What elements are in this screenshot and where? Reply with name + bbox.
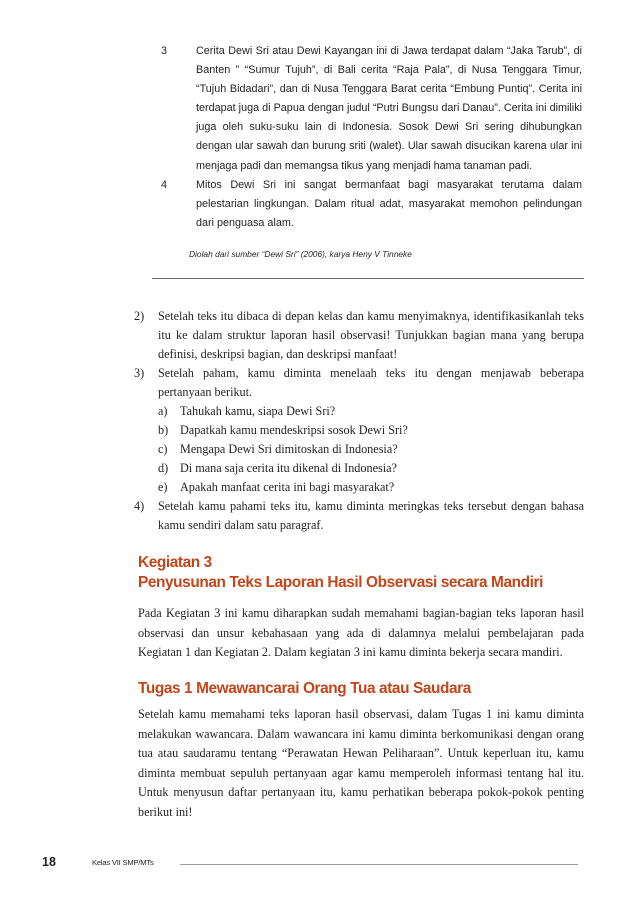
observation-item-number: 4 <box>161 178 168 191</box>
instruction-number: 3) <box>134 366 145 380</box>
instruction-list <box>134 307 584 535</box>
instruction-text: Setelah paham, kamu diminta menelaah teks itu dengan menjawab beberapa pertanyaan berikut. <box>158 366 584 399</box>
observation-text-block <box>152 42 582 264</box>
instruction-number: 2) <box>134 309 145 323</box>
question-number: e) <box>158 480 168 494</box>
question-list <box>158 402 584 497</box>
question-item <box>158 440 584 459</box>
question-text: Apakah manfaat cerita ini bagi masyarakat? <box>180 480 395 494</box>
section-heading <box>138 553 543 593</box>
question-number: b) <box>158 423 169 437</box>
tugas-heading: Tugas 1 Mewawancarai Orang Tua atau Saudara <box>138 680 471 697</box>
question-item <box>158 459 584 478</box>
instruction-item <box>134 364 584 402</box>
question-item <box>158 421 584 440</box>
observation-item-text: Mitos Dewi Sri ini sangat bermanfaat bagi masyarakat terutama dalam pelestarian lingkungan. Dalam ritual adat, masyarakat memohon pelindungan dari penguasa alam. <box>196 178 582 229</box>
question-number: a) <box>158 404 168 418</box>
question-item <box>158 478 584 497</box>
question-text: Di mana saja cerita itu dikenal di Indonesia? <box>180 461 397 475</box>
instruction-item <box>134 307 584 364</box>
question-text: Mengapa Dewi Sri dimitoskan di Indonesia? <box>180 442 398 456</box>
question-number: c) <box>158 442 168 456</box>
question-number: d) <box>158 461 169 475</box>
source-citation: Diolah dari sumber “Dewi Sri” (2006), karya Heny V Tinneke <box>189 248 412 259</box>
instruction-item <box>134 497 584 535</box>
instruction-text: Setelah teks itu dibaca di depan kelas dan kamu menyimaknya, identifikasikanlah teks itu ke dalam struktur laporan hasil observasi! Tunjukkan bagian mana yang berupa definisi, deskripsi bagian, dan deskripsi manfaat! <box>158 309 584 361</box>
page-number: 18 <box>42 855 56 869</box>
tugas-paragraph: Setelah kamu memahami teks laporan hasil observasi, dalam Tugas 1 ini kamu diminta melakukan wawancara. Dalam wawancara ini kamu diminta berkomunikasi dengan orang tua atau saudaramu tentang “Perawatan Hewan Peliharaan”. Untuk keperluan itu, kamu diminta membuat sepuluh pertanyaan agar kamu memperoleh informasi tentang hal itu. Untuk menyusun daftar pertanyaan itu, kamu perhatikan beberapa pokok-pokok penting berikut ini! <box>138 707 584 819</box>
instruction-number: 4) <box>134 499 145 513</box>
question-text: Tahukah kamu, siapa Dewi Sri? <box>180 404 336 418</box>
kegiatan-heading: Kegiatan 3 <box>138 554 212 571</box>
observation-item-number: 3 <box>161 45 168 57</box>
kegiatan-subheading: Penyusunan Teks Laporan Hasil Observasi secara Mandiri <box>138 574 543 591</box>
section-divider <box>152 278 584 279</box>
observation-item <box>152 42 582 176</box>
observation-item-text: Cerita Dewi Sri atau Dewi Kayangan ini di Jawa terdapat dalam “Jaka Tarub”, di Banten ” “Sumur Tujuh”, di Bali cerita “Raja Pala”, di Nusa Tenggara Timur, “Tujuh Bidadari”, dan di Nusa Tenggara Barat cerita “Embung Puntiq”. Cerita ini terdapat juga di Papua dengan judul “Putri Bungsu dari Danau”. Cerita ini dimiliki juga oleh suku-suku lain di Indonesia. Sosok Dewi Sri sering dihubungkan dengan ular sawah dan burung sriti (walet). Ular sawah disucikan karena ular ini menjaga padi dan memangsa tikus yang menjadi hama tanaman padi. <box>196 45 582 172</box>
footer-label: Kelas VII SMP/MTs <box>92 858 154 867</box>
question-item <box>158 402 584 421</box>
kegiatan-paragraph: Pada Kegiatan 3 ini kamu diharapkan sudah memahami bagian-bagian teks laporan hasil observasi dan unsur kebahasaan yang ada di dalamnya melalui pembelajaran pada Kegiatan 1 dan Kegiatan 2. Dalam kegiatan 3 ini kamu diminta bekerja secara mandiri. <box>138 606 584 660</box>
observation-item <box>152 176 582 233</box>
instruction-text: Setelah kamu pahami teks itu, kamu diminta meringkas teks tersebut dengan bahasa kamu sendiri dalam satu paragraf. <box>158 499 584 532</box>
footer-divider <box>180 864 578 865</box>
question-text: Dapatkah kamu mendeskripsi sosok Dewi Sri? <box>180 423 408 437</box>
